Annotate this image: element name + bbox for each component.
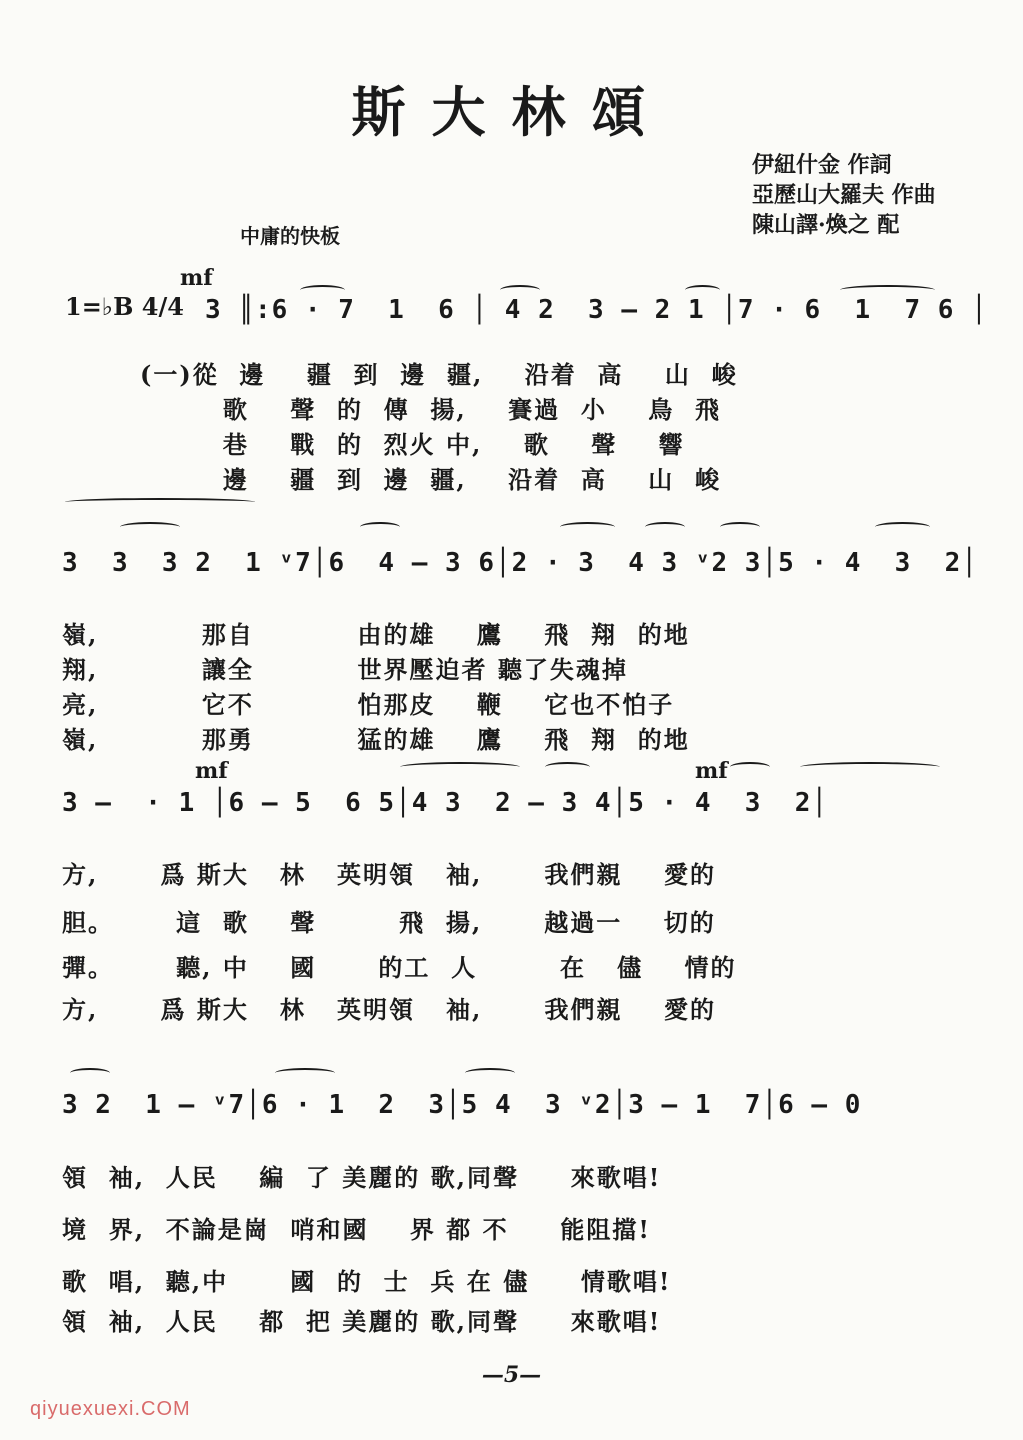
- lyric-line: 嶺, 那自 由的雄 鷹 飛 翔 的地: [62, 620, 690, 649]
- slur: [840, 285, 935, 295]
- lyric-line: 胆。 這 歌 聲 飛 揚, 越過一 切的: [62, 908, 716, 937]
- slur: [300, 285, 345, 295]
- arranger-credit: 陳山譯·煥之 配: [752, 212, 900, 238]
- notation-row-4: 3 2 1 — ᵛ7│6 · 1 2 3│5 4 3 ᵛ2│3 — 1 7│6 — 0: [62, 1090, 862, 1120]
- lyric-line: 彈。 聽, 中 國 的工 人 在 儘 情的: [62, 953, 737, 982]
- lyric-line: 領 袖, 人民 編 了 美麗的 歌,同聲 來歌唱!: [62, 1163, 662, 1192]
- slur: [70, 1068, 110, 1078]
- dynamic-marking: mf: [195, 758, 228, 784]
- lyric-line: 方, 爲 斯大 林 英明領 袖, 我們親 愛的: [62, 995, 716, 1024]
- lyric-line: 境 界, 不論是崗 哨和國 界 都 不 能阻擋!: [62, 1215, 651, 1244]
- tempo-marking: 中庸的快板: [240, 224, 340, 248]
- lyric-line: 歌 唱, 聽,中 國 的 士 兵 在 儘 情歌唱!: [62, 1267, 672, 1296]
- slur: [560, 522, 615, 532]
- slur: [360, 522, 400, 532]
- slur: [875, 522, 930, 532]
- slur: [465, 1068, 515, 1078]
- slur: [120, 522, 180, 532]
- slur: [645, 522, 685, 532]
- lyric-line: 邊 疆 到 邊 疆, 沿着 高 山 峻: [140, 465, 722, 494]
- dynamic-marking: mf: [180, 265, 213, 291]
- site-watermark: qiyuexuexi.COM: [30, 1398, 191, 1420]
- lyric-line: 嶺, 那勇 猛的雄 鷹 飛 翔 的地: [62, 725, 690, 754]
- composer-credit: 亞歷山大羅夫 作曲: [752, 182, 936, 208]
- notation-row-1: 3 ║:6 · 7 1 6 │ 4 2 3 — 2 1 │7 · 6 1 7 6 │: [205, 295, 988, 325]
- slur: [545, 762, 590, 772]
- lyricist-credit: 伊紐什金 作詞: [752, 152, 892, 178]
- lyric-line: 方, 爲 斯大 林 英明領 袖, 我們親 愛的: [62, 860, 716, 889]
- slur: [65, 498, 255, 506]
- lyric-line: 亮, 它不 怕那皮 鞭 它也不怕子: [62, 690, 675, 719]
- dynamic-marking: mf: [695, 758, 728, 784]
- lyric-line: 歌 聲 的 傳 揚, 賽過 小 鳥 飛: [140, 395, 722, 424]
- slur: [800, 762, 940, 772]
- page-number: —5—: [481, 1362, 542, 1388]
- notation-row-3: 3 — · 1 │6 — 5 6 5│4 3 2 — 3 4│5 · 4 3 2│: [62, 788, 829, 818]
- notation-row-2: 3 3 3 2 1 ᵛ7│6 4 — 3 6│2 · 3 4 3 ᵛ2 3│5 · 4 3 2│: [62, 548, 978, 578]
- lyric-line: 翔, 讓全 世界壓迫者 聽了失魂掉: [62, 655, 628, 684]
- song-title: 斯大林頌: [351, 80, 672, 144]
- lyric-line: 領 袖, 人民 都 把 美麗的 歌,同聲 來歌唱!: [62, 1307, 662, 1336]
- slur: [730, 762, 770, 772]
- slur: [500, 285, 540, 295]
- credits: [752, 150, 936, 240]
- lyric-line: (一)從 邊 疆 到 邊 疆, 沿着 高 山 峻: [140, 360, 738, 389]
- slur: [685, 285, 720, 295]
- slur: [400, 762, 520, 772]
- lyric-line: 巷 戰 的 烈火 中, 歌 聲 響: [140, 430, 685, 459]
- slur: [720, 522, 760, 532]
- slur: [275, 1068, 335, 1078]
- key-signature: 1=♭B 4/4: [65, 292, 184, 321]
